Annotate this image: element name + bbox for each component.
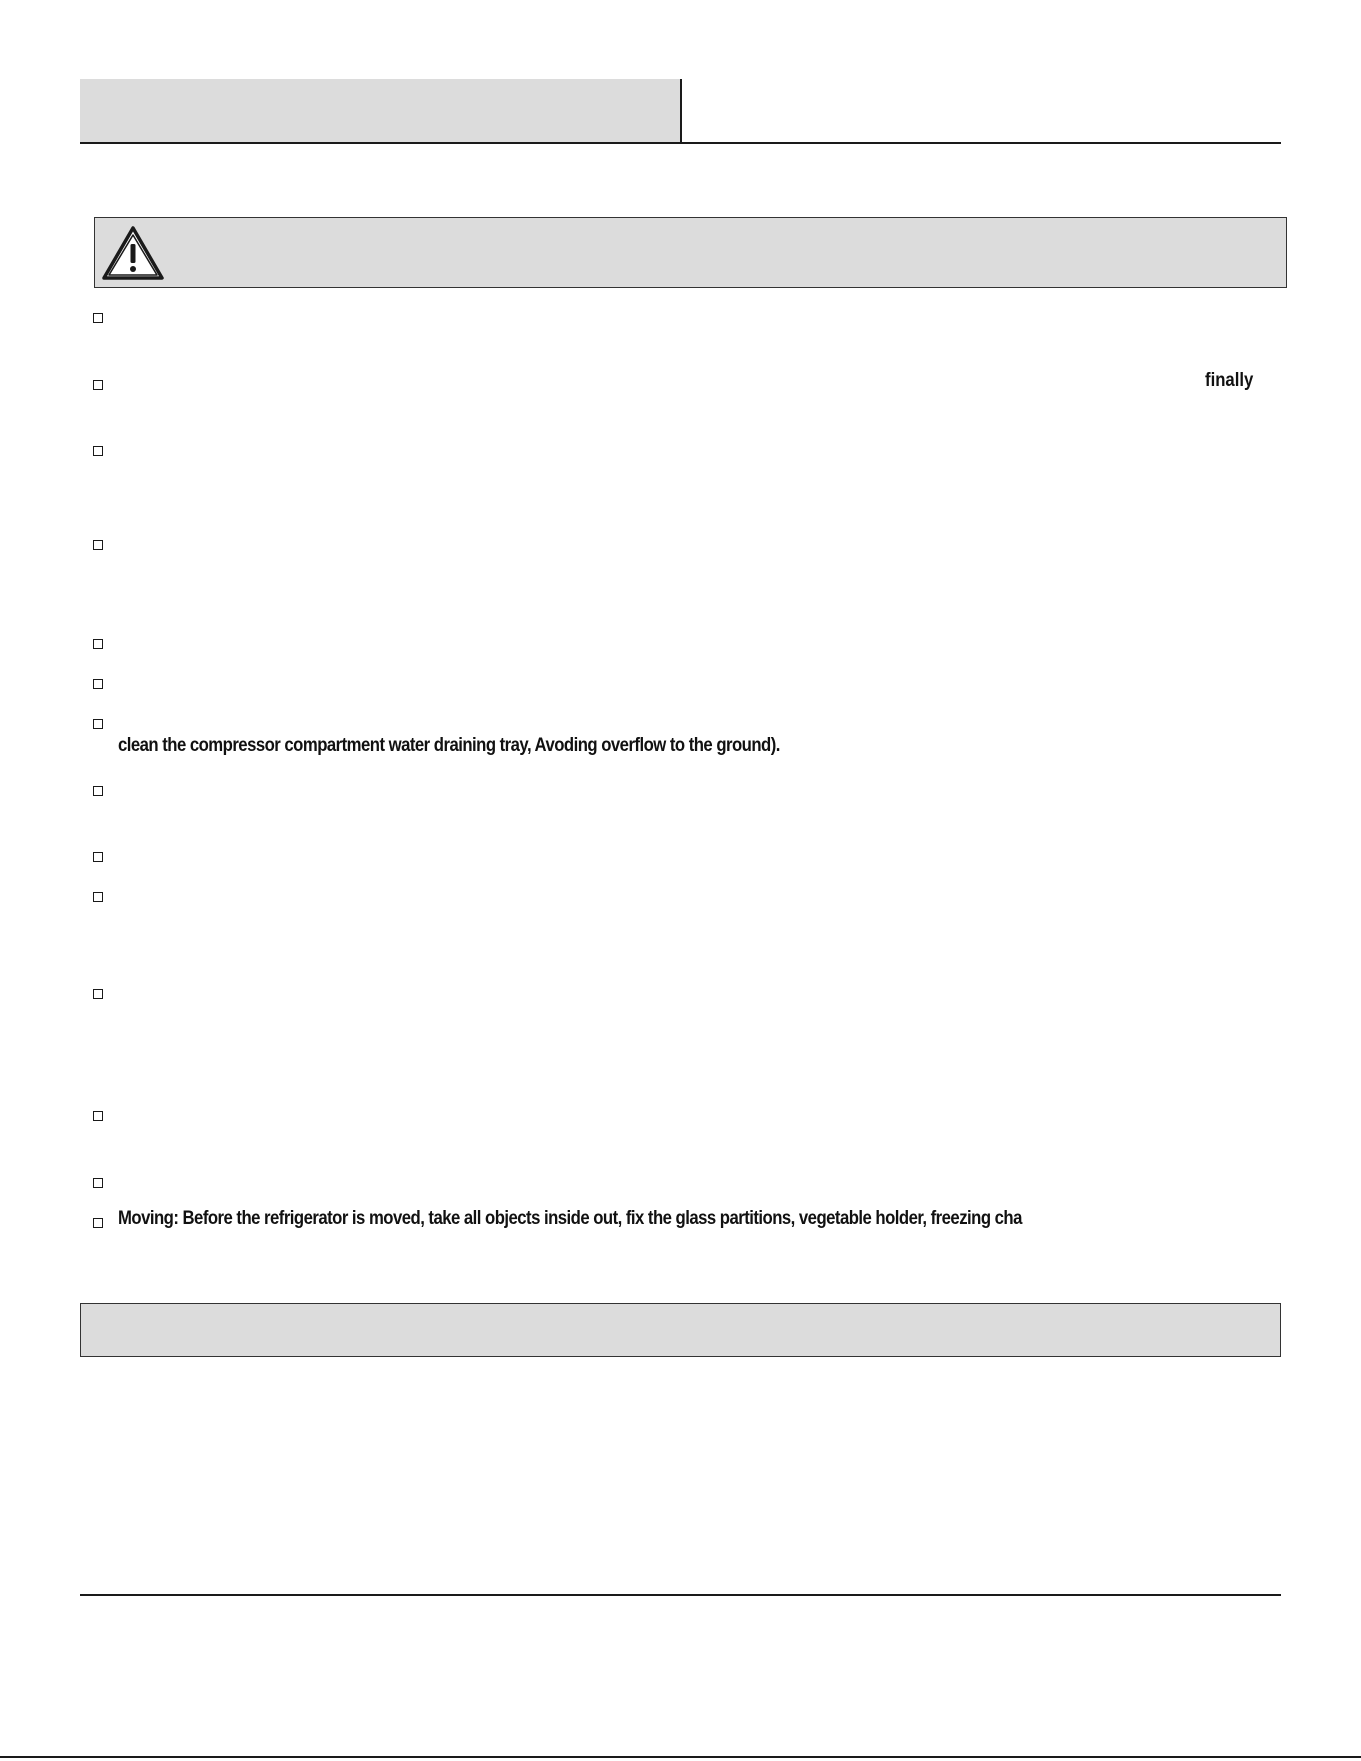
warning-banner [94,217,1287,288]
list-item-text: clean the compressor compartment water draining tray, Avoding overflow to the ground). [118,735,780,756]
checkbox-icon [93,446,103,456]
checkbox-icon [93,852,103,862]
page-bottom-edge [0,1756,1361,1758]
checkbox-icon [93,380,103,390]
checkbox-icon [93,719,103,729]
checkbox-icon [93,892,103,902]
list-item-text: Moving: Before the refrigerator is moved, take all objects inside out, fix the glass partitions, vegetable holder, freezing cha [118,1208,1022,1229]
footer-divider [80,1594,1281,1596]
section-heading-bar [80,1303,1281,1357]
warning-triangle-icon [101,224,165,282]
header-divider [80,142,1281,144]
checkbox-icon [93,1178,103,1188]
checkbox-icon [93,639,103,649]
checkbox-icon [93,989,103,999]
header-title-bar [80,79,682,143]
checkbox-icon [93,313,103,323]
checkbox-icon [93,679,103,689]
checkbox-icon [93,540,103,550]
list-item-trailing-word: finally [1205,370,1254,391]
checkbox-icon [93,1111,103,1121]
checkbox-icon [93,1218,103,1228]
checkbox-icon [93,786,103,796]
